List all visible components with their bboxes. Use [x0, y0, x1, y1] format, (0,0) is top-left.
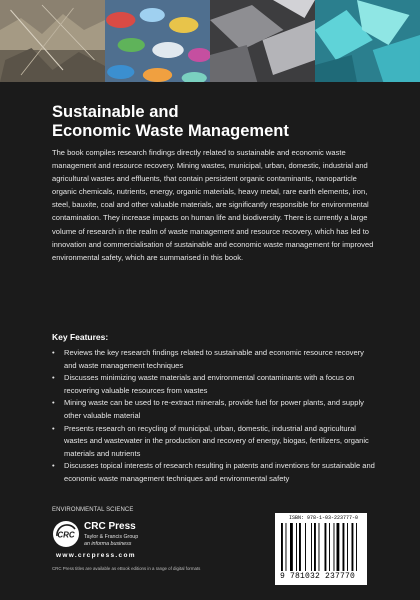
barcode-bar — [290, 523, 293, 571]
bullet-icon: • — [52, 423, 55, 433]
key-features-list — [52, 347, 378, 486]
barcode-bar — [319, 523, 320, 571]
book-title-line-1: Sustainable and — [52, 103, 179, 122]
photo-scrap-metal — [210, 0, 315, 82]
key-feature-text: Discusses topical interests of research resulting in patents and inventions for sustainable and economic waste management techniques and environmental safety — [64, 461, 375, 483]
publisher-name: CRC Press — [84, 521, 136, 532]
isbn-barcode — [275, 513, 367, 585]
crc-logo-mark: CRC — [57, 530, 75, 540]
photo-construction-debris — [0, 0, 105, 82]
subject-category: ENVIRONMENTAL SCIENCE — [52, 507, 134, 513]
book-title-line-2: Economic Waste Management — [52, 122, 289, 141]
key-feature-text: Discusses minimizing waste materials and environmental contaminants with a focus on recovering valuable resources from wastes — [64, 373, 355, 395]
cover-photo-strip — [0, 0, 420, 82]
barcode-bar — [325, 523, 327, 571]
barcode-bar — [305, 523, 306, 571]
barcode-bar — [347, 523, 348, 571]
barcode-bar — [329, 523, 330, 571]
bullet-icon: • — [52, 398, 55, 408]
barcode-bar — [334, 523, 335, 571]
barcode-bar — [286, 523, 287, 571]
barcode-bar — [299, 523, 301, 571]
barcode-bar — [296, 523, 297, 571]
barcode-bar — [281, 523, 283, 571]
barcode-bar — [311, 523, 312, 571]
isbn-digits: 9 781032 237770 — [280, 572, 356, 581]
ebook-availability-note: CRC Press titles are available as eBook editions in a range of digital formats — [52, 566, 201, 571]
key-features-heading: Key Features: — [52, 332, 109, 342]
publisher-business: an informa business — [84, 541, 132, 547]
barcode-bars — [281, 523, 361, 571]
key-feature-item — [52, 423, 378, 461]
crc-logo-icon — [52, 520, 80, 548]
key-feature-text: Mining waste can be used to re-extract minerals, provide fuel for power plants, and supply other valuable material — [64, 398, 364, 420]
isbn-label: ISBN: 978-1-03-223777-0 — [289, 515, 359, 521]
key-feature-item — [52, 460, 378, 485]
key-feature-item — [52, 397, 378, 422]
bullet-icon: • — [52, 373, 55, 383]
bullet-icon: • — [52, 348, 55, 357]
barcode-bar — [343, 523, 345, 571]
key-feature-item — [52, 372, 378, 397]
book-description: The book compiles research findings directly related to sustainable and economic waste management and resource recovery. Mining wastes, municipal, urban, domestic, industrial and agricultural wastes and effluents, that contain persistent organic contaminants, nanoparticle organic chemicals, nutrients, energy, organic materials, heavy metal, rare earth elements, iron, steel, bauxite, coal and other valuable materials, are significantly responsible for environmental contamination. They increase impacts on human life and biodiversity. There is currently a large volume of research in the realm of waste management and resource recovery, which has led to innovation and commercialisation of sustainable and economic waste management for improved environmental safety, which are summarised in this book. — [52, 148, 374, 262]
key-feature-text: Presents research on recycling of municipal, urban, domestic, industrial and agricultural wastes and wastewater in the production and recovery of energy, biogas, fertilizers, organic materials and nutrients — [64, 423, 369, 458]
barcode-bar — [356, 523, 357, 571]
barcode-bar — [352, 523, 354, 571]
bullet-icon: • — [52, 461, 55, 471]
book-title — [52, 103, 392, 141]
barcode-bar — [314, 523, 316, 571]
photo-plastic-bottles — [105, 0, 210, 82]
publisher-group: Taylor & Francis Group — [84, 534, 139, 540]
key-feature-item — [52, 347, 378, 372]
key-feature-text: Reviews the key research findings related to sustainable and economic resource recovery and waste management techniques — [64, 348, 364, 370]
publisher-logo — [52, 520, 182, 564]
publisher-url: www.crcpress.com — [56, 552, 136, 559]
barcode-bar — [337, 523, 340, 571]
photo-turquoise-crystals — [315, 0, 420, 82]
